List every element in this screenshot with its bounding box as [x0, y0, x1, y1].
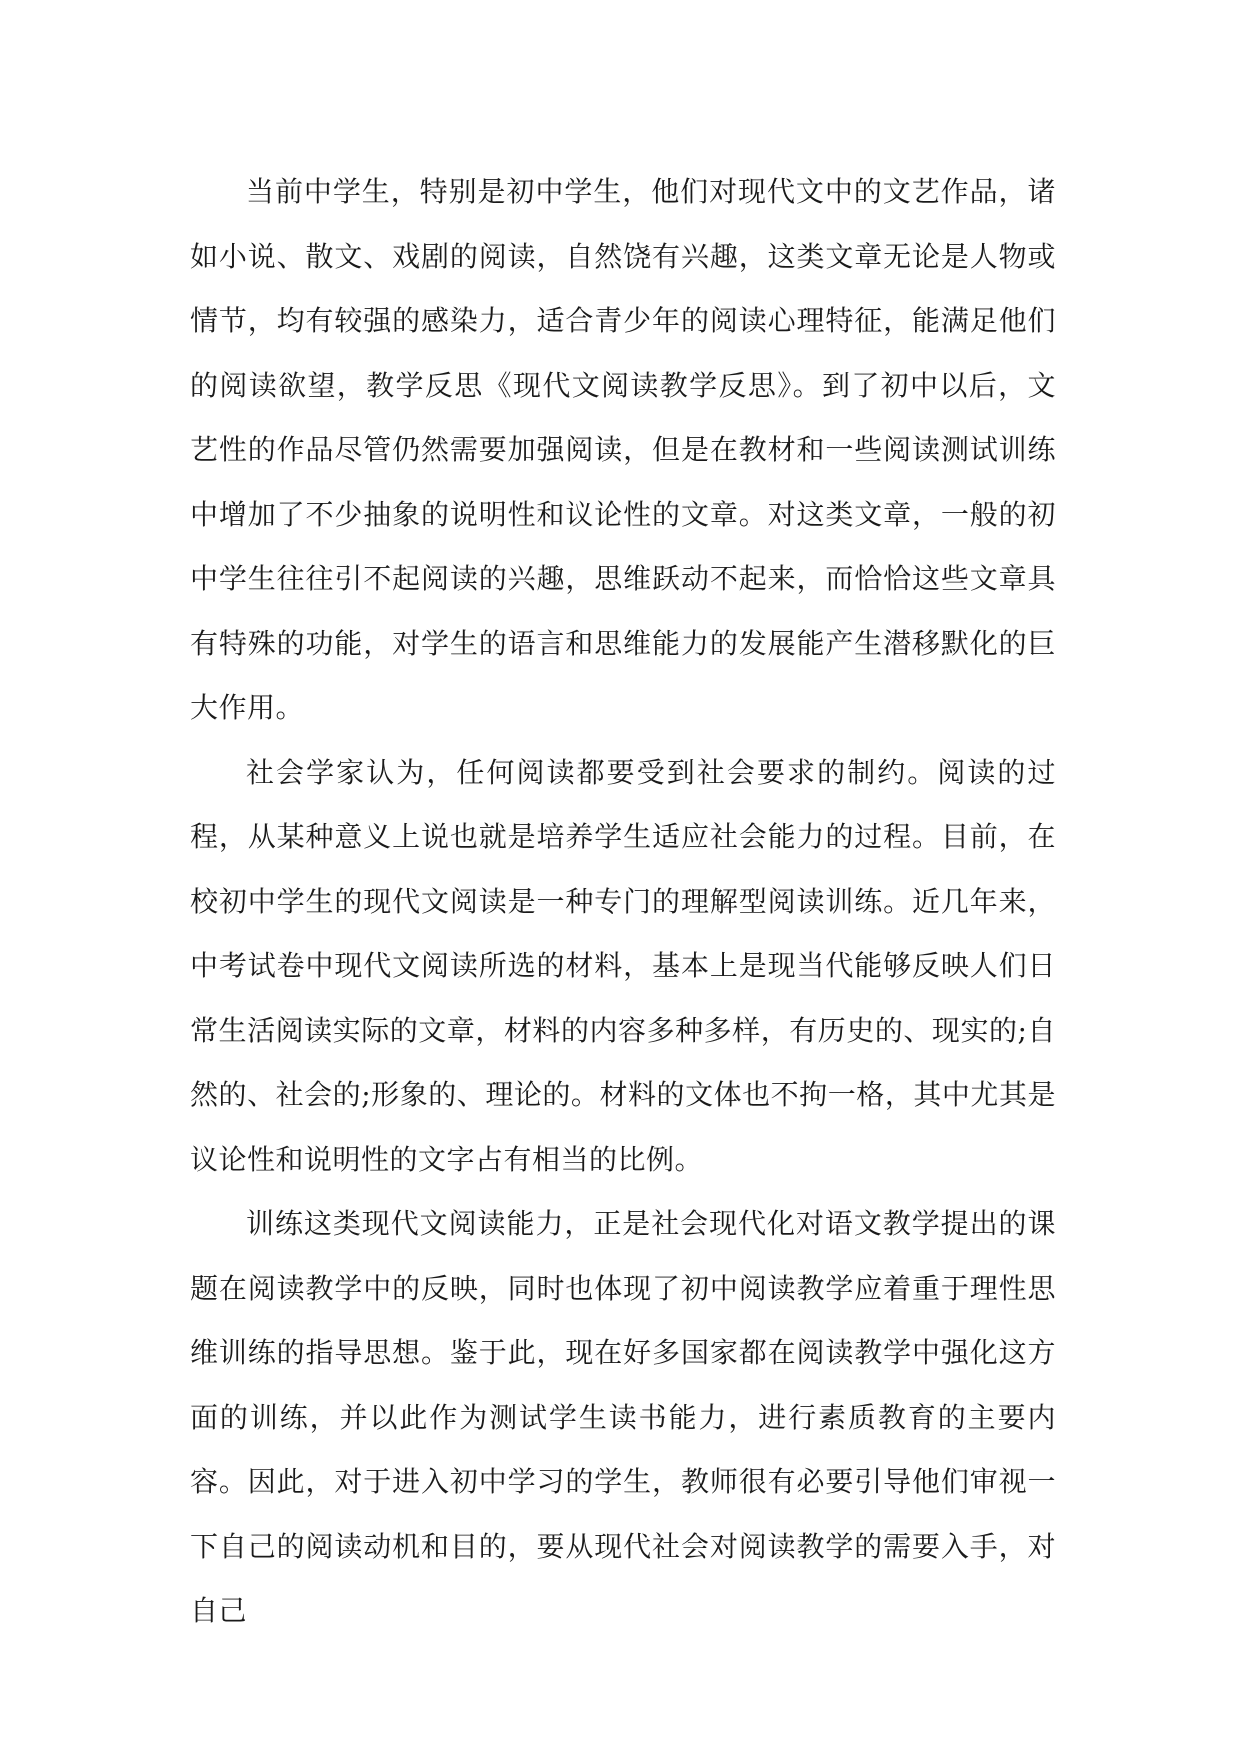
document-body: [190, 160, 1056, 1644]
paragraph-3: 训练这类现代文阅读能力，正是社会现代化对语文教学提出的课题在阅读教学中的反映，同时也体现了初中阅读教学应着重于理性思维训练的指导思想。鉴于此，现在好多国家都在阅读教学中强化这方面的训练，并以此作为测试学生读书能力，进行素质教育的主要内容。因此，对于进入初中学习的学生，教师很有必要引导他们审视一下自己的阅读动机和目的，要从现代社会对阅读教学的需要入手，对自己: [190, 1207, 1056, 1627]
paragraph-2: 社会学家认为，任何阅读都要受到社会要求的制约。阅读的过程，从某种意义上说也就是培养学生适应社会能力的过程。目前，在校初中学生的现代文阅读是一种专门的理解型阅读训练。近几年来，中考试卷中现代文阅读所选的材料，基本上是现当代能够反映人们日常生活阅读实际的文章，材料的内容多种多样，有历史的、现实的;自然的、社会的;形象的、理论的。材料的文体也不拘一格，其中尤其是议论性和说明性的文字占有相当的比例。: [190, 755, 1056, 1176]
paragraph-1: 当前中学生，特别是初中学生，他们对现代文中的文艺作品，诸如小说、散文、戏剧的阅读，自然饶有兴趣，这类文章无论是人物或情节，均有较强的感染力，适合青少年的阅读心理特征，能满足他们的阅读欲望，教学反思《现代文阅读教学反思》。到了初中以后，文艺性的作品尽管仍然需要加强阅读，但是在教材和一些阅读测试训练中增加了不少抽象的说明性和议论性的文章。对这类文章，一般的初中学生往往引不起阅读的兴趣，思维跃动不起来，而恰恰这些文章具有特殊的功能，对学生的语言和思维能力的发展能产生潜移默化的巨大作用。: [190, 175, 1056, 724]
